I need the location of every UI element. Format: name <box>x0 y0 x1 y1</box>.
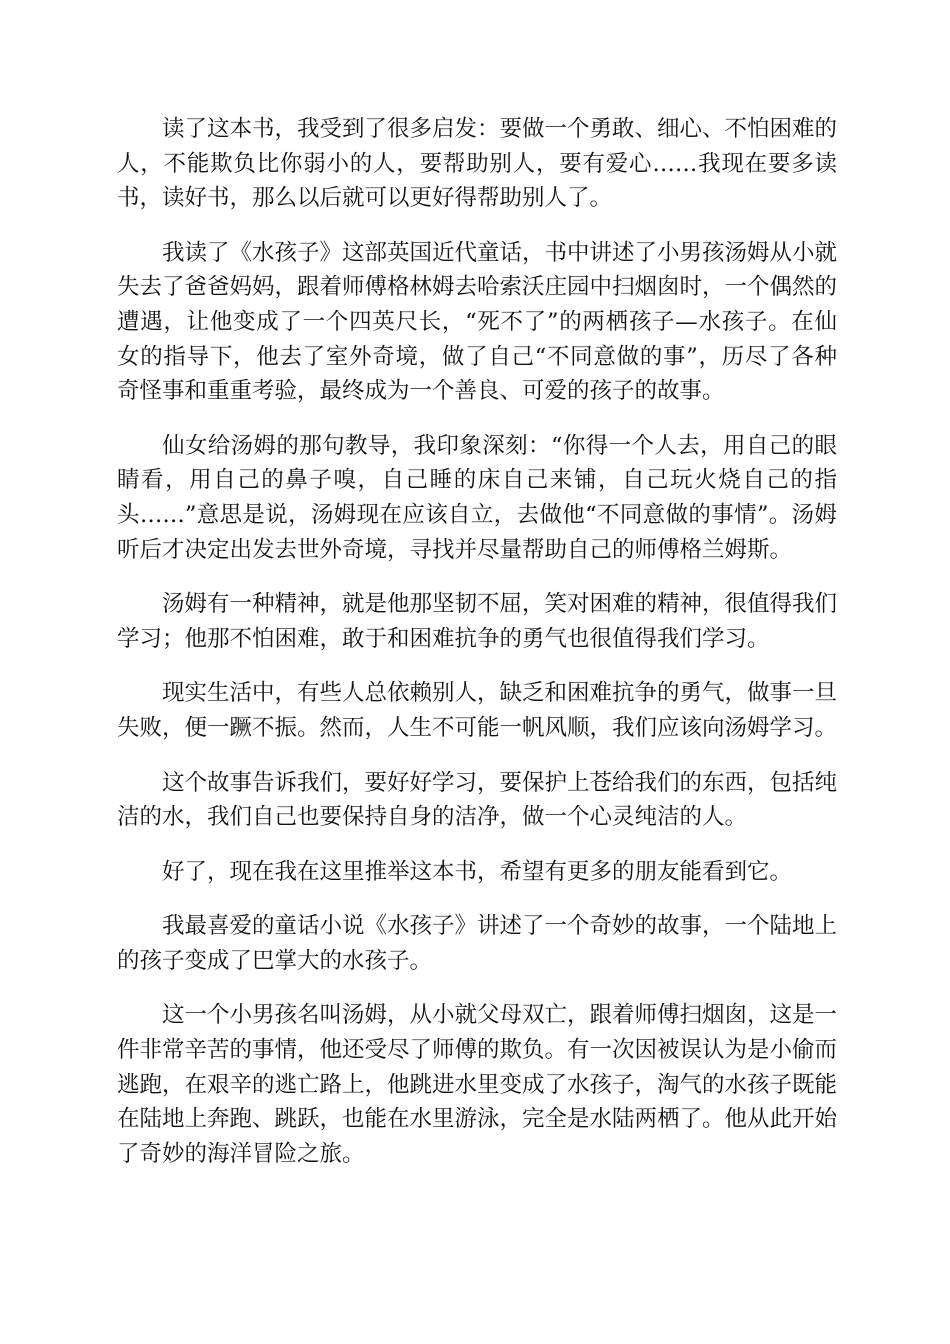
paragraph-2: 我读了《水孩子》这部英国近代童话，书中讲述了小男孩汤姆从小就失去了爸爸妈妈，跟着师傅格林姆去哈索沃庄园中扫烟囱时，一个偶然的遭遇，让他变成了一个四英尺长，“死不了”的两栖孩子—水孩子。在仙女的指导下，他去了室外奇境，做了自己“不同意做的事”，历尽了各种奇怪事和重重考验，最终成为一个善良、可爱的孩子的故事。 <box>117 239 838 405</box>
document-body <box>117 112 837 1191</box>
paragraph-5: 现实生活中，有些人总依赖别人，缺乏和困难抗争的勇气，做事一旦失败，便一蹶不振。然而，人生不可能一帆风顺，我们应该向汤姆学习。 <box>117 680 838 741</box>
paragraph-3: 仙女给汤姆的那句教导，我印象深刻：“你得一个人去，用自己的眼睛看，用自己的鼻子嗅，自己睡的床自己来铺，自己玩火烧自己的指头……”意思是说，汤姆现在应该自立，去做他“不同意做的事情”。汤姆听后才决定出发去世外奇境，寻找并尽量帮助自己的师傅格兰姆斯。 <box>117 432 837 563</box>
paragraph-4: 汤姆有一种精神，就是他那坚韧不屈，笑对困难的精神，很值得我们学习；他那不怕困难，敢于和困难抗争的勇气也很值得我们学习。 <box>117 591 838 652</box>
paragraph-6: 这个故事告诉我们，要好好学习，要保护上苍给我们的东西，包括纯洁的水，我们自己也要保持自身的洁净，做一个心灵纯洁的人。 <box>117 769 838 831</box>
paragraph-9: 这一个小男孩名叫汤姆，从小就父母双亡，跟着师傅扫烟囱，这是一件非常辛苦的事情，他还受尽了师傅的欺负。有一次因被误认为是小偷而逃跑，在艰辛的逃亡路上，他跳进水里变成了水孩子，淘气的水孩子既能在陆地上奔跑、跳跃，也能在水里游泳，完全是水陆两栖了。他从此开始了奇妙的海洋冒险之旅。 <box>117 1002 838 1167</box>
paragraph-8: 我最喜爱的童话小说《水孩子》讲述了一个奇妙的故事，一个陆地上的孩子变成了巴掌大的水孩子。 <box>117 913 838 974</box>
paragraph-1: 读了这本书，我受到了很多启发：要做一个勇敢、细心、不怕困难的人，不能欺负比你弱小的人，要帮助别人，要有爱心……我现在要多读书，读好书，那么以后就可以更好得帮助别人了。 <box>117 116 838 212</box>
paragraph-7: 好了，现在我在这里推举这本书，希望有更多的朋友能看到它。 <box>162 858 793 885</box>
